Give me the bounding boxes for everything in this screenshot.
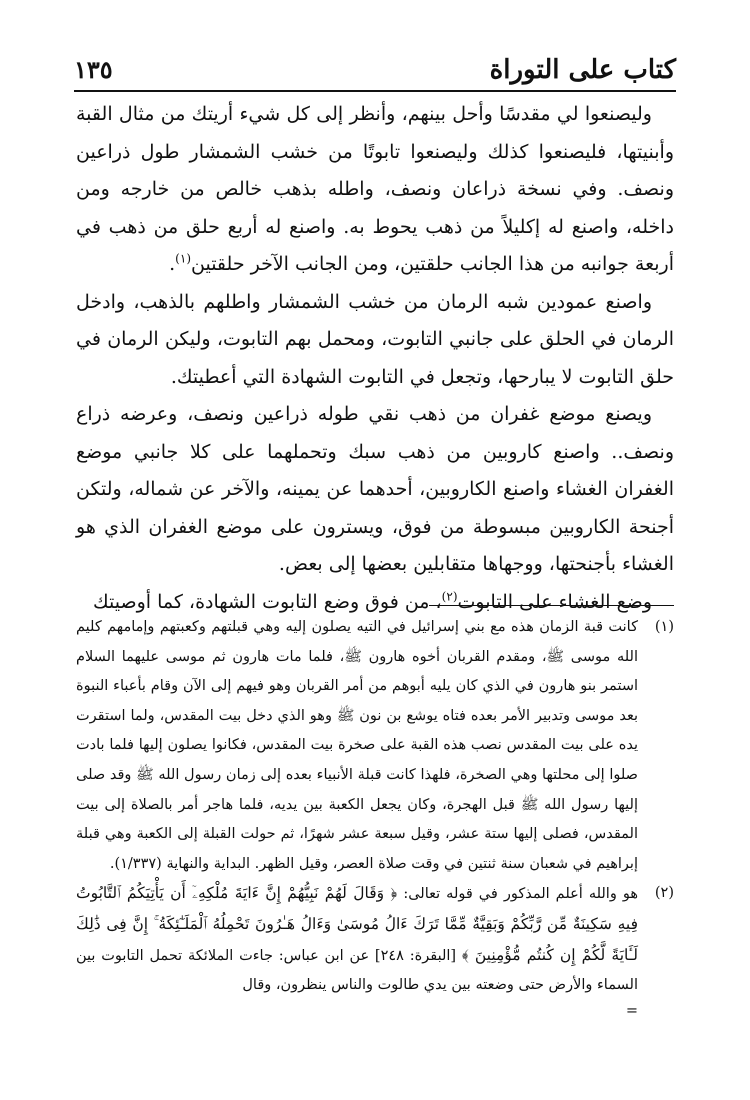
footnotes xyxy=(76,613,674,1021)
footnote-1 xyxy=(76,613,674,879)
footnote-divider xyxy=(429,605,674,606)
paragraph-1-end: . xyxy=(169,253,176,275)
footnote-2-number: (٢) xyxy=(654,885,674,902)
continuation-mark: = xyxy=(625,1002,638,1019)
main-text xyxy=(76,96,674,621)
paragraph-2: واصنع عمودين شبه الرمان من خشب الشمشار واطلهم بالذهب، وادخل الرمان في الحلق على جانبي التابوت، ومحمل بهم التابوت، وليكن الرمان في حلق التابوت لا يبارحها، وتجعل في التابوت الشهادة التي أعطيتك. xyxy=(76,290,674,388)
page-header xyxy=(74,50,676,92)
footnote-ref-1: (١) xyxy=(175,251,191,266)
paragraph-1-text: وليصنعوا لي مقدسًا وأحل بينهم، وأنظر إلى كل شيء أريتك من مثال القبة وأبنيتها، فليصنعوا كذلك وليصنعوا تابوتًا من خشب الشمشار طول ذراعين ونصف. وفي نسخة ذراعان ونصف، واطله بذهب خالص من خارجه ومن داخله، واصنع له إكليلاً من ذهب يحوط به. واصنع له أربع حلق من ذهب في أربعة جوانبه من هذا الجانب حلقتين، ومن الجانب الآخر حلقتين xyxy=(76,103,674,275)
book-title: كتاب على التوراة xyxy=(489,55,676,85)
page-number: ١٣٥ xyxy=(74,55,113,84)
footnote-1-text: كانت قبة الزمان هذه مع بني إسرائيل في التيه يصلون إليه وهي قبلتهم وكعبتهم وإمامهم كليم الله موسى ﷺ، ومقدم القربان أخوه هارون ﷺ، فلما مات هارون ثم موسى عليهما السلام استمر بنو هارون في الذي كان يليه أبوهم من أمر القربان وهو فيهم إلى الآن وقام بأعباء النبوة بعد موسى وتدبير الأمر بعده فتاه يوشع بن نون ﷺ وهو الذي دخل بيت المقدس، ولما استقرت يده على بيت المقدس نصب هذه القبة على صخرة بيت المقدس، فكانوا يصلون إليها فلما بادت صلوا إلى محلتها وهي الصخرة، فلهذا كانت قبلة الأنبياء بعده إلى زمان رسول الله ﷺ وقد صلى إليها رسول الله ﷺ قبل الهجرة، وكان يجعل الكعبة بين يديه، فلما هاجر أمر بالصلاة إلى بيت المقدس، فصلى إليها ستة عشر، وقيل سبعة عشر شهرًا، ثم حولت القبلة إلى الكعبة وهي قبلة إبراهيم في شعبان سنة ثنتين في وقت صلاة العصر، وقيل الظهر. البداية والنهاية (١/٣٣٧). xyxy=(76,619,638,872)
footnote-2 xyxy=(76,879,674,1020)
footnote-2-text: [البقرة: ٢٤٨] عن ابن عباس: جاءت الملائكة تحمل التابوت بين السماء والأرض حتى وضعته بين يدي طالوت والناس ينظرون، وقال xyxy=(76,947,638,994)
paragraph-3: ويصنع موضع غفران من ذهب نقي طوله ذراعين ونصف، وعرضه ذراع ونصف.. واصنع كاروبين من ذهب سبك وتحملهما على كلا جانبي موضع الغفران الغشاء واصنع الكاروبين، أحدهما عن يمينه، والآخر عن شماله، ولتكن أجنحة الكاروبين مبسوطة من فوق، ويسترون على موضع الغفران الذي هو الغشاء بأجنحتها، ووجهاها متقابلين بعضها إلى بعض. xyxy=(76,403,674,575)
footnote-ref-2: (٢) xyxy=(441,589,458,604)
quran-verse: ﴿ وَقَالَ لَهُمْ نَبِيُّهُمْ إِنَّ ءَايَةَ مُلْكِهِۦٓ أَن يَأْتِيَكُمُ ٱلتَّابُوتُ فِيهِ سَكِينَةٌ مِّن رَّبِّكُمْ وَبَقِيَّةٌ مِّمَّا تَرَكَ ءَالُ مُوسَىٰ وَءَالُ هَـٰرُونَ تَحْمِلُهُ ٱلْمَلَـٰٓئِكَةُ ۚ إِنَّ فِى ذَٰلِكَ لَـَٔايَةً لَّكُمْ إِن كُنتُم مُّؤْمِنِينَ ﴾ xyxy=(76,884,638,964)
paragraph-4-start: وضع الغشاء على التابوت xyxy=(457,590,652,613)
footnote-1-number: (١) xyxy=(654,619,674,635)
paragraph-4-end: ، من فوق وضع التابوت الشهادة، كما أوصيتك xyxy=(92,590,442,613)
footnote-2-intro: هو والله أعلم المذكور في قوله تعالى: xyxy=(397,886,638,903)
paragraph-1 xyxy=(76,96,674,284)
